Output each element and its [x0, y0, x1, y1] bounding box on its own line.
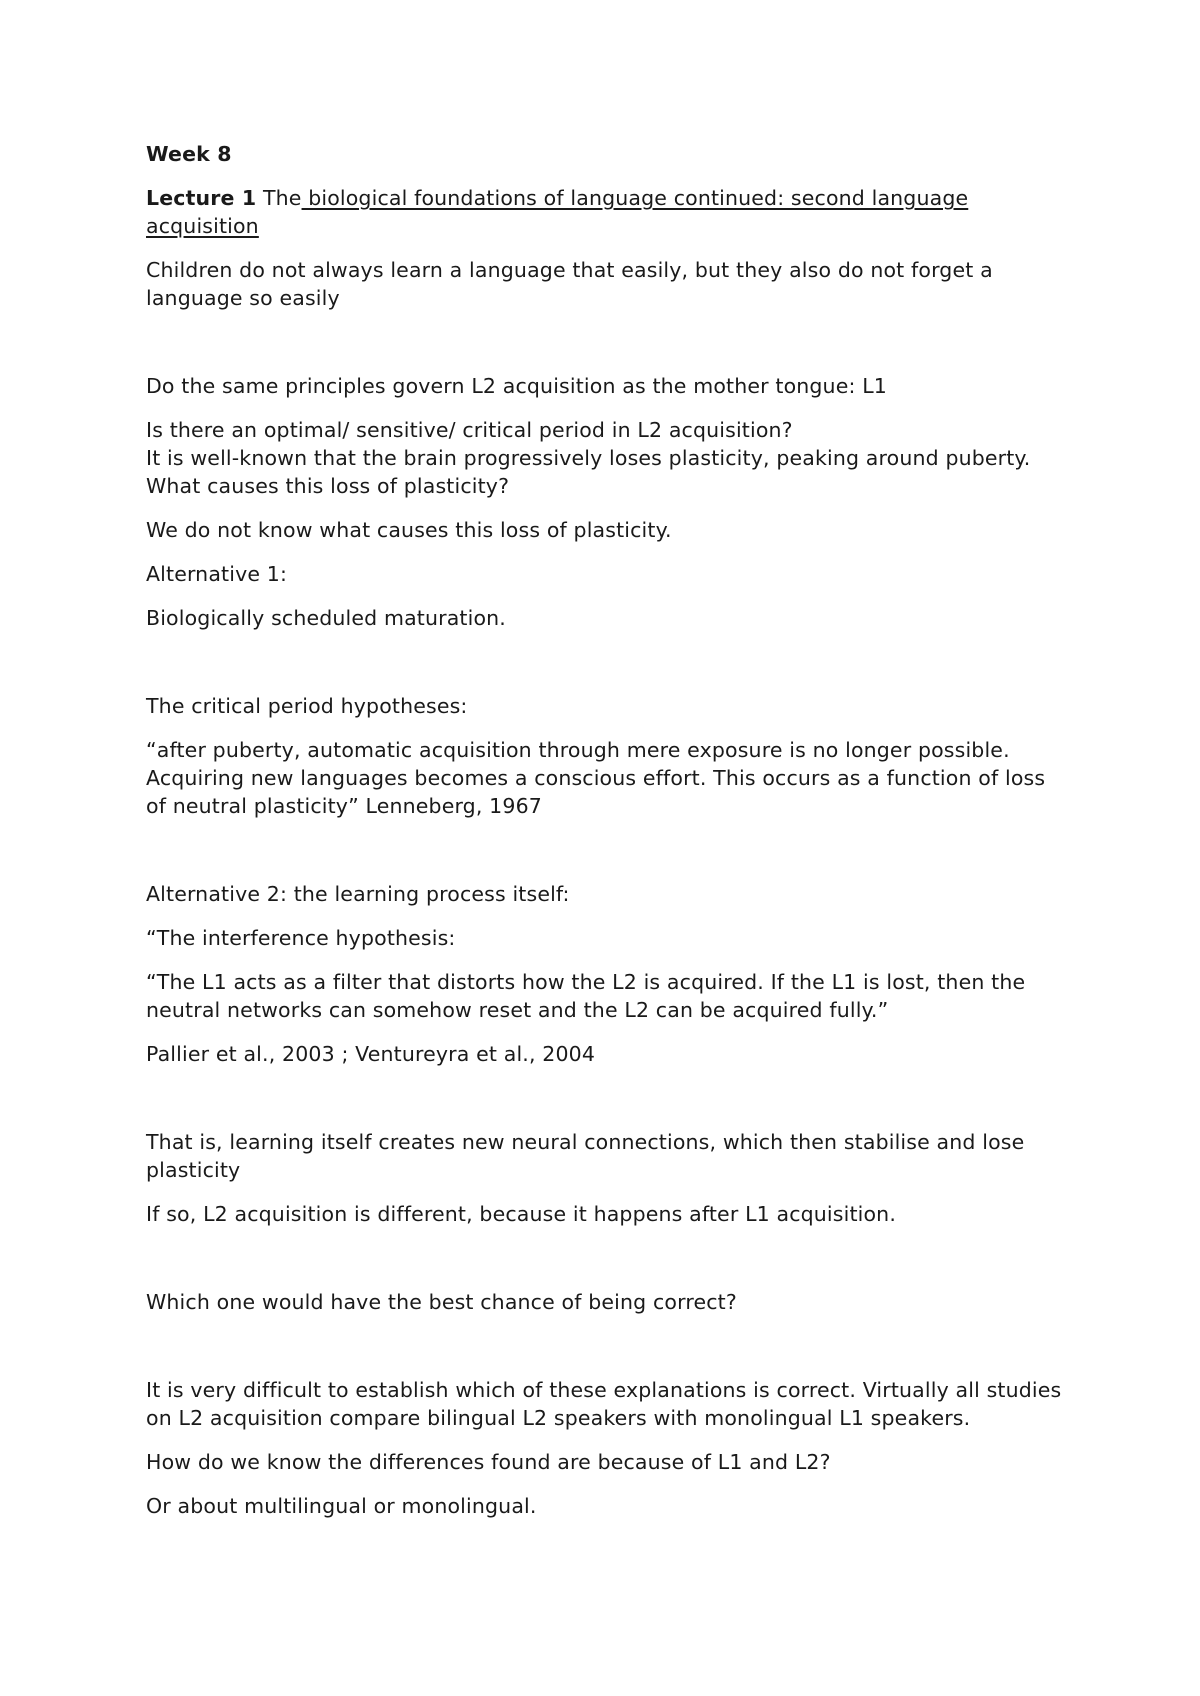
lecture-the: The [262, 186, 302, 210]
paragraph-multilingual: Or about multilingual or monolingual. [146, 1494, 537, 1518]
paragraph-unknown-cause: We do not know what causes this loss of plasticity. [146, 518, 672, 542]
paragraph-how-know: How do we know the differences found are because of L1 and L2? [146, 1450, 831, 1474]
paragraph-plasticity: It is well-known that the brain progressively loses plasticity, peaking around puberty. What causes this loss of plasticity? [146, 446, 1031, 498]
interference-quote: “The L1 acts as a filter that distorts how the L2 is acquired. If the L1 is lost, then the neutral networks can somehow reset and the L2 can be acquired fully.” [146, 970, 1026, 1022]
lenneberg-quote: “after puberty, automatic acquisition through mere exposure is no longer possible. Acquiring new languages becomes a conscious effort. This occurs as a function of loss of neutral plasticity” Lenneberg, 1967 [146, 738, 1046, 818]
citation: Pallier et al., 2003 ; Ventureyra et al., 2004 [146, 1042, 596, 1066]
paragraph-children: Children do not always learn a language that easily, but they also do not forget a language so easily [146, 258, 993, 310]
paragraph-difficult: It is very difficult to establish which of these explanations is correct. Virtually all studies on L2 acquisition compare bilingual L2 speakers with monolingual L1 speakers. [146, 1378, 1062, 1430]
blank-line [146, 328, 1066, 372]
blank-line [146, 1084, 1066, 1128]
paragraph-which-correct: Which one would have the best chance of being correct? [146, 1290, 737, 1314]
paragraph-maturation: Biologically scheduled maturation. [146, 606, 506, 630]
lecture-label: Lecture 1 [146, 186, 257, 210]
week-heading: Week 8 [146, 142, 232, 166]
paragraph-principles: Do the same principles govern L2 acquisition as the mother tongue: L1 [146, 374, 887, 398]
paragraph-neural-connections: That is, learning itself creates new neural connections, which then stabilise and lose plasticity [146, 1130, 1025, 1182]
lecture-topic: biological foundations of language continued: second language acquisition [146, 186, 969, 238]
document-page [146, 140, 1066, 1536]
alternative-2-label: Alternative 2: the learning process itself: [146, 882, 570, 906]
blank-line [146, 1244, 1066, 1288]
alternative-1-label: Alternative 1: [146, 562, 288, 586]
lecture-title [146, 184, 1066, 240]
interference-heading: “The interference hypothesis: [146, 926, 456, 950]
blank-line [146, 648, 1066, 692]
critical-period-heading: The critical period hypotheses: [146, 694, 468, 718]
blank-line [146, 836, 1066, 880]
paragraph-l2-different: If so, L2 acquisition is different, because it happens after L1 acquisition. [146, 1202, 896, 1226]
paragraph-critical-period-question: Is there an optimal/ sensitive/ critical period in L2 acquisition? [146, 418, 793, 442]
paragraph-critical-period [146, 416, 1066, 500]
blank-line [146, 1332, 1066, 1376]
